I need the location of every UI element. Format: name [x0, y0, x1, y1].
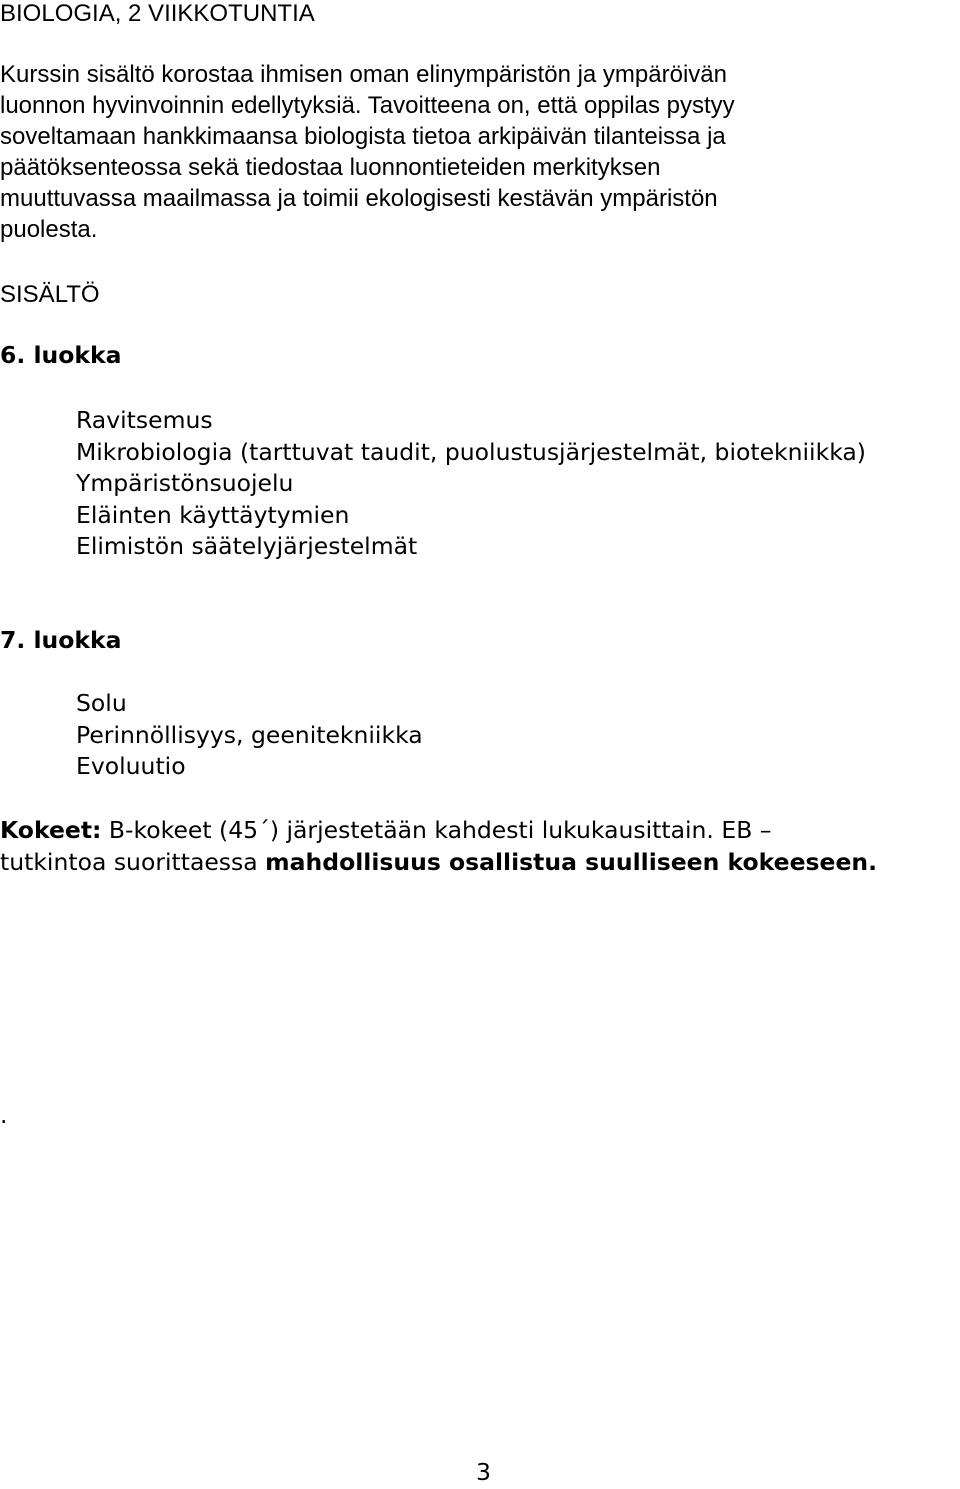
stray-mark: .	[0, 1101, 8, 1129]
exams-paragraph	[0, 815, 960, 878]
grade-6-heading: 6. luokka	[0, 341, 122, 369]
topic-item: Mikrobiologia (tarttuvat taudit, puolustusjärjestelmät, biotekniikka)	[76, 437, 866, 466]
grade-7-heading: 7. luokka	[0, 626, 122, 654]
exams-line-2-text: tutkintoa suorittaessa	[0, 847, 266, 876]
topic-item: Solu	[76, 689, 127, 717]
exams-line-2	[0, 847, 960, 879]
exams-line-1-text: B-kokeet (45´) järjestetään kahdesti lukukausittain. EB –	[101, 816, 772, 844]
topic-item: Elimistön säätelyjärjestelmät	[76, 532, 418, 560]
exams-line-1	[0, 815, 960, 847]
page-number: 3	[476, 1458, 491, 1486]
intro-line: Kurssin sisältö korostaa ihmisen oman elinympäristön ja ympäröivän	[0, 61, 727, 88]
content-heading: SISÄLTÖ	[0, 281, 100, 308]
topic-item: Eläinten käyttäytymien	[76, 500, 350, 529]
intro-line: soveltamaan hankkimaansa biologista tietoa arkipäivän tilanteissa ja	[0, 123, 726, 150]
document-title: BIOLOGIA, 2 VIIKKOTUNTIA	[0, 0, 315, 27]
topic-item: Ympäristönsuojelu	[76, 469, 294, 497]
intro-line: päätöksenteossa sekä tiedostaa luonnontieteiden merkityksen	[0, 154, 661, 181]
grade-6-topic-list	[76, 405, 866, 563]
grade-7-topic-list	[76, 688, 423, 783]
exams-line-2-bold: mahdollisuus osallistua suulliseen kokeeseen.	[265, 847, 878, 876]
topic-item: Perinnöllisyys, geenitekniikka	[76, 720, 423, 749]
topic-item: Evoluutio	[76, 752, 186, 780]
intro-line: muuttuvassa maailmassa ja toimii ekologisesti kestävän ympäristön	[0, 185, 718, 212]
intro-line: puolesta.	[0, 216, 98, 243]
intro-paragraph	[0, 59, 960, 245]
topic-item: Ravitsemus	[76, 406, 213, 434]
exams-label: Kokeet:	[0, 816, 102, 844]
intro-line: luonnon hyvinvoinnin edellytyksiä. Tavoitteena on, että oppilas pystyy	[0, 92, 735, 119]
